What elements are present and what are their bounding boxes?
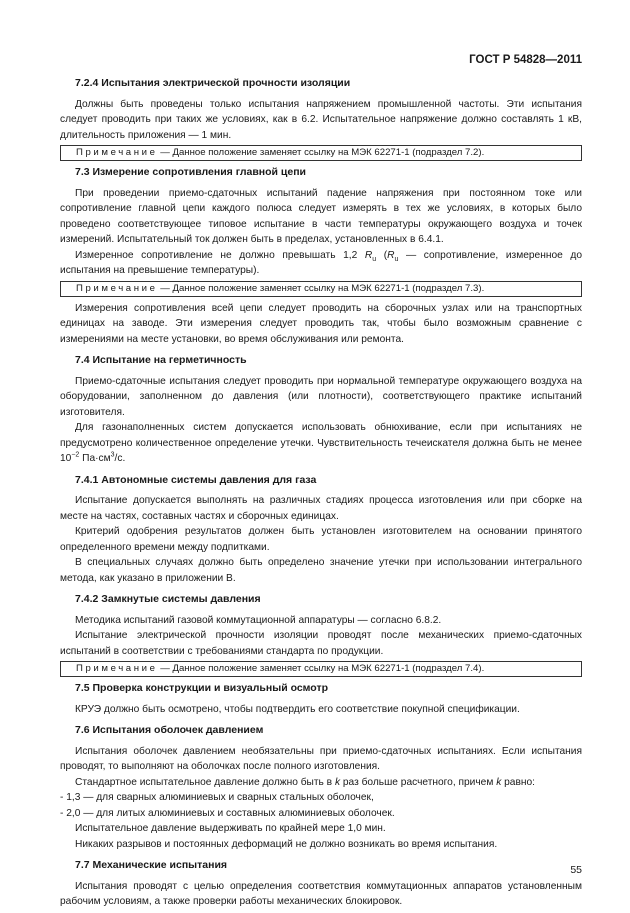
paragraph: В специальных случаях должно быть определено значение утечки при использовании интегрального метода, как указано в приложении В. <box>60 557 582 584</box>
section-title: 7.7 Механические испытания <box>75 859 228 871</box>
section-title: 7.4.1 Автономные системы давления для газа <box>75 473 317 486</box>
note-text: — Данное положение заменяет ссылку на МЭК 62271-1 (подраздел 7.2). <box>157 147 485 158</box>
paragraph: Испытания оболочек давлением необязательны при приемо-сдаточных испытаниях. Если испытания проводят, то выполняют на оболочках после полного изготовления. <box>60 745 582 772</box>
section-title: 7.6 Испытания оболочек давлением <box>75 724 264 736</box>
paragraph: Измерения сопротивления всей цепи следует проводить на сборочных узлах или на транспортных единицах на заводе. Эти измерения следует проводить так, чтобы было возможным сравнение с измерениями на месте установки, во время обслуживания или ремонта. <box>60 302 582 345</box>
note-label: Примечание <box>76 282 158 294</box>
note-label: Примечание <box>76 663 158 674</box>
paragraph: Приемо-сдаточные испытания следует проводить при нормальной температуре окружающего воздуха на оборудовании, заполненном до давления (или плотности), соответствующего практике испытаний изготовителя. <box>60 375 582 418</box>
list-item: - 2,0 — для литых алюминиевых и составных алюминиевых оболочек. <box>60 807 395 819</box>
note-box <box>60 145 582 161</box>
coefficient-list <box>60 790 582 821</box>
paragraph: Должны быть проведены только испытания напряжением промышленной частоты. Эти испытания следует проводить при таких же условиях, как в 6.2. Испытательное напряжение должно составлять 1 кВ, длительность приложения — 1 мин. <box>60 98 582 141</box>
paragraph: Испытательное давление выдерживать по крайней мере 1,0 мин. <box>75 823 386 834</box>
paragraph: Критерий одобрения результатов должен быть установлен изготовителем на основании принятого определенного времени между подпитками. <box>60 526 582 553</box>
paragraph: Для газонаполненных систем допускается использовать обнюхивание, если при испытаниях не предусмотрено количественное определение утечки. Чувствительность течеискателя должна быть не менее $10^{-2}$ $Па\cdot см^3/с$. <box>60 422 582 464</box>
note-box <box>60 661 582 677</box>
paragraph: Испытание допускается выполнять на различных стадиях процесса изготовления или при сборке на месте на частях, составных частях и сборочных единицах. <box>60 495 582 522</box>
paragraph: Измеренное сопротивление не должно превышать 1,2 $R_u$ ($R_u$ — сопротивление, измеренное до испытания на превышение температуры). <box>60 249 582 276</box>
note-text: — Данное положение заменяет ссылку на МЭК 62271-1 (подраздел 7.3). <box>157 282 485 294</box>
document-body <box>60 76 582 910</box>
list-item: - 1,3 — для сварных алюминиевых и сварных стальных оболочек, <box>60 792 374 803</box>
paragraph: Методика испытаний газовой коммутационной аппаратуры — согласно 6.8.2. <box>75 614 442 626</box>
section-title: 7.2.4 Испытания электрической прочности изоляции <box>75 77 351 89</box>
paragraph: Испытание электрической прочности изоляции проводят после механических приемо-сдаточных испытаний в соответствии с требованиями стандарта по продукции. <box>60 630 582 657</box>
paragraph: При проведении приемо-сдаточных испытаний падение напряжения при постоянном токе или сопротивление главной цепи каждого полюса следует измерять в тех же условиях, в которых было проведено соответствующее типовое испытание в части температуры окружающего воздуха и точек измерений. Испытательный ток должен быть в пределах, установленных в 6.4.1. <box>60 187 582 245</box>
note-text: — Данное положение заменяет ссылку на МЭК 62271-1 (подраздел 7.4). <box>157 663 485 674</box>
paragraph: Никаких разрывов и постоянных деформаций не должно возникать во время испытания. <box>75 838 498 850</box>
paragraph: Испытания проводят с целью определения соответствия коммутационных аппаратов установленным рабочим условиям, а также проверки работы механических блокировок. <box>60 880 582 907</box>
section-title: 7.3 Измерение сопротивления главной цепи <box>75 166 307 178</box>
note-label: Примечание <box>76 147 158 158</box>
section-title: 7.4.2 Замкнутые системы давления <box>75 593 261 605</box>
page-number: 55 <box>570 864 582 876</box>
note-box <box>60 281 582 297</box>
section-title: 7.5 Проверка конструкции и визуальный осмотр <box>75 682 329 694</box>
paragraph: КРУЭ должно быть осмотрено, чтобы подтвердить его соответствие покупной спецификации. <box>75 703 520 715</box>
standard-header: ГОСТ Р 54828—2011 <box>469 54 582 66</box>
paragraph: Стандартное испытательное давление должно быть в k раз больше расчетного, причем k равно: <box>75 776 535 788</box>
section-title: 7.4 Испытание на герметичность <box>75 354 247 366</box>
